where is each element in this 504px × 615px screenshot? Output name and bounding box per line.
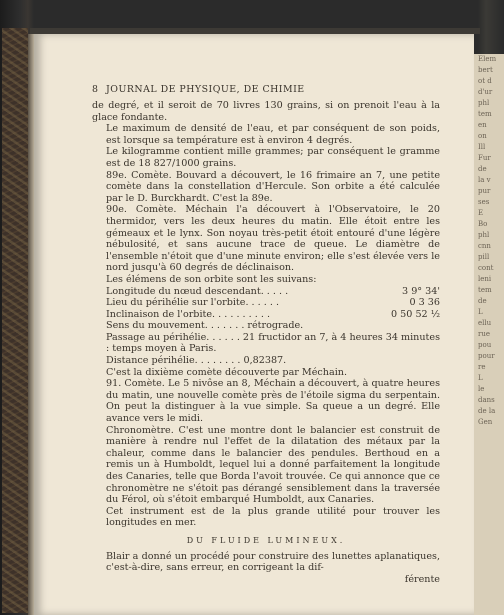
page-number: 8 bbox=[92, 84, 99, 95]
paragraph: Chronomètre. C'est une montre dont le balancier est construit de manière à rendre nul l'effet de la dilatation des métaux par la chaleur, comme dans le balancier des pendules. Berthoud en a remis un à Humboldt, lequel lui a donné parfaitement la longitude des Canaries, telle que Borda l'avoit trouvée. Ce qui annonce que ce chronomètre ne s'étoit pas dérangé sensiblement dans la traversée du Férol, où s'étoit embarqué Humboldt, aux Canaries. bbox=[106, 424, 440, 506]
orbit-element-row: Sens du mouvement. . . . . . . rétrograde. bbox=[106, 320, 304, 332]
page-gutter bbox=[28, 34, 34, 615]
paragraph: Passage au périhélie. . . . . . 21 fructidor an 7, à 4 heures 34 minutes : temps moyen à Paris. bbox=[106, 331, 440, 355]
catchword: férente bbox=[404, 573, 440, 585]
page-text bbox=[92, 100, 440, 585]
paragraph: Cet instrument est de la plus grande utilité pour trouver les longitudes en mer. bbox=[106, 505, 440, 529]
paragraph: 91. Comète. Le 5 nivôse an 8, Méchain a découvert, à quatre heures du matin, une nouvelle comète près de l'étoile sigma du serpentain. On peut la distinguer à la vue simple. Sa queue a un degré. Elle avance vers le midi. bbox=[106, 378, 440, 425]
paragraph: 89e. Comète. Bouvard a découvert, le 16 frimaire an 7, une petite comète dans la constellation d'Hercule. Son orbite a été calculée par le D. Burckhardt. C'est la 89e. bbox=[106, 169, 440, 204]
paragraph: Distance périhélie. . . . . . . . 0,82387. bbox=[106, 355, 287, 367]
paragraph: 90e. Comète. Méchain l'a découvert à l'Observatoire, le 20 thermidor, vers les deux heures du matin. Elle étoit entre les gémeaux et le lynx. Son noyau très-petit étoit entouré d'une légère nébulosité, et sans aucune trace de queue. Le diamètre de l'ensemble n'étoit que d'une minute environ; elle s'est élevée vers le nord jusqu'à 60 degrés de déclinaison. bbox=[106, 204, 440, 274]
paragraph: Blair a donné un procédé pour construire des lunettes aplanatiques, c'est-à-dire, sans erreur, en corrigeant la dif- bbox=[106, 550, 440, 574]
paragraph: Le maximum de densité de l'eau, et par conséquent de son poids, est lorsque sa température est à environ 4 degrés. bbox=[106, 123, 440, 146]
orbit-element-row: Inclinaison de l'orbite. . . . . . . . . . 0 50 52 ½ bbox=[106, 308, 440, 320]
paragraph: Le kilogramme contient mille grammes; par conséquent le gramme est de 18 827/1000 grains. bbox=[106, 146, 440, 169]
paragraph: C'est la dixième comète découverte par Méchain. bbox=[106, 366, 347, 378]
paragraph: Les élémens de son orbite sont les suivans: bbox=[106, 273, 317, 285]
section-heading: DU FLUIDE LUMINEUX. bbox=[186, 535, 346, 545]
paragraph: de degré, et il seroit de 70 livres 130 grains, si on prenoit l'eau à la glace fondante. bbox=[92, 100, 440, 123]
running-title: JOURNAL DE PHYSIQUE, DE CHIMIE bbox=[106, 84, 305, 95]
facing-page-edge: Elem bert ot d d'ur phl tem en on Ill Fur de la v pur ses E Bo phl cnn pill cont leni tem de L ellu rue pou pour re L le dans de la Gen bbox=[474, 54, 504, 615]
orbit-element-row: Lieu du périhélie sur l'orbite. . . . . . 0 3 36 bbox=[106, 297, 440, 309]
marbled-board-edge bbox=[2, 28, 28, 613]
orbit-element-row: Longitude du nœud descendant. . . . . 3 9° 34' bbox=[106, 285, 440, 297]
